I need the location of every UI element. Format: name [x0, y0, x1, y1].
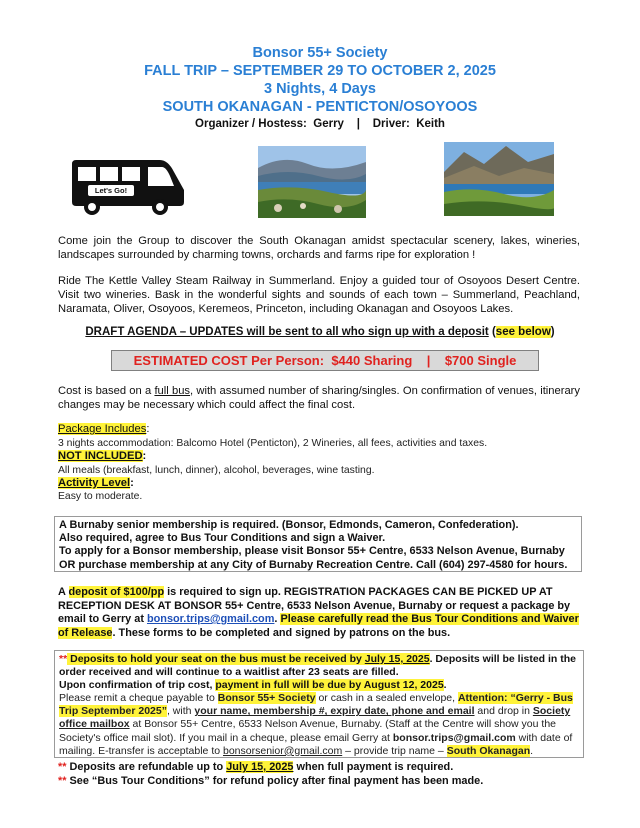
package-section: Package Includes: 3 nights accommodation: Balcomo Hotel (Penticton), 2 Wineries, all fees, activities and taxes. NOT INCLUDED: All meals (breakfast, lunch, dinner), alcohol, beverages, wine tasting. Activity Level: Easy to moderate.: [58, 423, 588, 503]
registration-email-link[interactable]: bonsor.trips@gmail.com: [146, 613, 275, 626]
not-included-label: NOT INCLUDED: [58, 449, 143, 462]
intro-paragraph: Come join the Group to discover the South Okanagan amidst spectacular scenery, lakes, wineries, landscapes surrounded by charming towns, orchards and farms ripe for exploration !: [58, 235, 580, 261]
activity-level-label: Activity Level: [58, 476, 131, 489]
package-includes-text: 3 nights accommodation: Balcomo Hotel (Penticton), 2 Wineries, all fees, activities and taxes.: [58, 437, 488, 449]
trip-duration: 3 Nights, 4 Days: [263, 81, 376, 97]
membership-box: A Burnaby senior membership is required. (Bonsor, Edmonds, Cameron, Confederation). Also required, agree to Bus Tour Conditions and sign a Waiver. To apply for a Bonsor membership, please visit Bonsor 55+ Centre, 6533 Nelson Avenue, Burnaby OR purchase membership at any City of Burnaby Recreation Centre. Call (604) 297-4580 for hours.: [54, 516, 582, 572]
package-includes-label: Package Includes: [58, 423, 147, 435]
deposits-email-link[interactable]: bonsor.trips@gmail.com: [392, 731, 516, 744]
registration-paragraph: A deposit of $100/pp is required to sign up. REGISTRATION PACKAGES CAN BE PICKED UP AT RECEPTION DESK AT BONSOR 55+ Centre, 6533 Nelson Avenue, Burnaby or request a package by email to Gerry at bonsor.trips@gmail.com. Please carefully read the Bus Tour Conditions and Waiver of Release. These forms to be completed and signed by patrons on the bus.: [58, 586, 579, 639]
org-title: Bonsor 55+ Society: [252, 45, 388, 61]
agenda-line: DRAFT AGENDA – UPDATES will be sent to all who sign up with a deposit (see below): [85, 326, 555, 338]
estimated-cost-banner: ESTIMATED COST Per Person: $440 Sharing | $700 Single: [111, 350, 539, 371]
osoyoos-photo: [444, 142, 554, 216]
trip-destination: SOUTH OKANAGAN - PENTICTON/OSOYOOS: [162, 99, 478, 115]
deposits-box: ** Deposits to hold your seat on the bus must be received by July 15, 2025. Deposits will be listed in the order received and will continue to a waitlist after 23 seats are filled. Upon confirmation of trip cost, payment in full will be due by August 12, 2025. Please remit a cheque payable to Bonsor 55+ Society or cash in a sealed envelope, Attention: “Gerry - Bus Trip September 2025”, with your name, membership #, expiry date, phone and email and drop in Society office mailbox at Bonsor 55+ Centre, 6533 Nelson Avenue, Burnaby. (Staff at the Centre will show you the Society's office mail slot). If you mail in a cheque, please email Gerry at bonsor.trips@gmail.com with date of mailing. E-transfer is acceptable to bonsorsenior@gmail.com – provide trip name – South Okanagan.: [54, 650, 584, 758]
activity-level-text: Easy to moderate.: [58, 491, 143, 503]
not-included-text: All meals (breakfast, lunch, dinner), alcohol, beverages, wine tasting.: [58, 464, 375, 476]
trip-title: FALL TRIP – SEPTEMBER 29 TO OCTOBER 2, 2025: [144, 63, 496, 79]
refund-notes: ** Deposits are refundable up to July 15, 2025 when full payment is required. ** See “Bus Tour Conditions” for refund policy after final payment has been made.: [58, 761, 484, 787]
etransfer-email-link[interactable]: bonsorsenior@gmail.com: [223, 744, 343, 757]
bus-sign: Let's Go!: [94, 186, 128, 195]
cost-note: Cost is based on a full bus, with assumed number of sharing/singles. On confirmation of venues, itinerary changes may be necessary which could affect the final cost.: [58, 385, 580, 411]
bus-icon: [68, 158, 188, 216]
okanagan-lake-photo: [258, 146, 366, 218]
highlights-paragraph: Ride The Kettle Valley Steam Railway in Summerland. Enjoy a guided tour of Osoyoos Desert Centre. Visit two wineries. Bask in the wonderful sights and sounds of each town – Summerland, Peachland, Naramata, Oliver, Osoyoos, Keremeos, Princeton, including Okanagan and Osoyoos Lakes.: [58, 275, 580, 315]
organizer-line: Organizer / Hostess: Gerry | Driver: Keith: [195, 118, 445, 130]
